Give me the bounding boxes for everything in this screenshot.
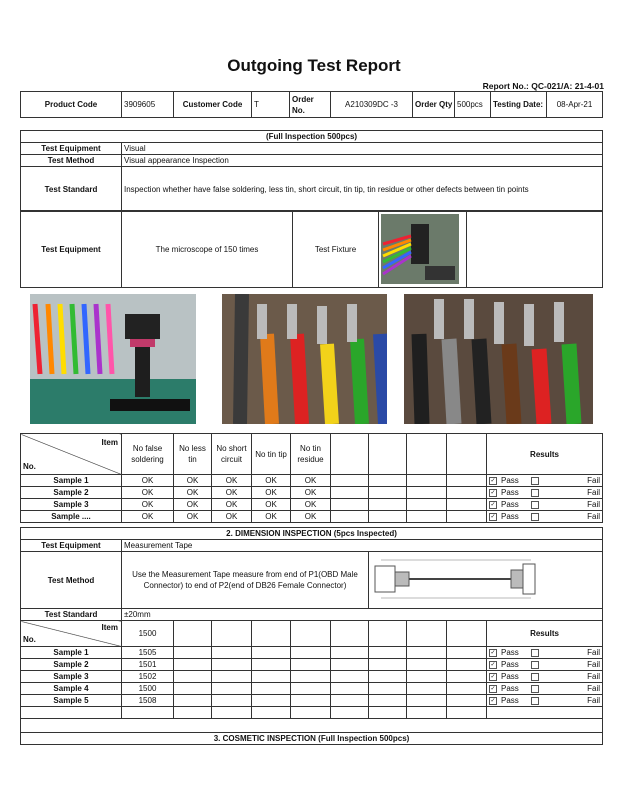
no-label: No. <box>23 462 36 471</box>
empty-cell <box>291 695 331 707</box>
empty-cell <box>447 671 487 683</box>
empty-cell <box>407 487 447 499</box>
fail-label: Fail <box>587 512 600 521</box>
fail-label: Fail <box>587 672 601 681</box>
empty-cell <box>407 683 447 695</box>
empty-cell <box>447 475 487 487</box>
empty-cell <box>174 659 212 671</box>
sample-value: OK <box>174 475 212 487</box>
sample-value: 1508 <box>122 695 174 707</box>
sample-value: OK <box>291 487 331 499</box>
table-row <box>21 647 603 659</box>
cable-drawing <box>371 554 561 604</box>
pass-label: Pass <box>501 648 519 657</box>
pass-label: Pass <box>501 696 519 705</box>
empty-cell <box>291 671 331 683</box>
pass-label: Pass <box>501 672 519 681</box>
pass-checkbox: ✓ <box>490 685 496 692</box>
empty-cell <box>447 695 487 707</box>
empty-cell <box>252 671 291 683</box>
empty-cell <box>252 695 291 707</box>
empty-cell <box>331 511 369 523</box>
pass-label: Pass <box>501 500 519 509</box>
pass-checkbox: ✓ <box>490 673 496 680</box>
sample-name: Sample 1 <box>21 475 122 487</box>
empty-cell <box>331 475 369 487</box>
test-method-value: Visual appearance Inspection <box>122 155 603 167</box>
empty-cell <box>212 683 252 695</box>
dim-standard-label: Test Standard <box>21 609 122 621</box>
equipment-table <box>20 210 603 288</box>
sample-value: 1500 <box>122 683 174 695</box>
empty-cell <box>212 695 252 707</box>
result-cell <box>487 695 603 707</box>
sample-name: Sample 3 <box>21 499 122 511</box>
sample-value: OK <box>252 475 291 487</box>
sample-value: OK <box>252 487 291 499</box>
test-equipment-value: Visual <box>122 143 603 155</box>
empty-cell <box>331 671 369 683</box>
pass-checkbox: ✓ <box>490 477 496 484</box>
sample-value: OK <box>122 499 174 511</box>
empty-cell <box>369 659 407 671</box>
empty-cell <box>407 671 447 683</box>
table-row <box>21 475 603 487</box>
order-qty-value: 500pcs <box>455 92 491 118</box>
dim-equipment-label: Test Equipment <box>21 540 122 552</box>
microscope-label: The microscope of 150 times <box>122 211 293 288</box>
test-equipment-label: Test Equipment <box>21 143 122 155</box>
empty-cell <box>212 659 252 671</box>
header-table <box>20 91 603 118</box>
dim-nominal: 1500 <box>122 621 174 647</box>
pass-label: Pass <box>501 660 519 669</box>
result-cell <box>487 683 603 695</box>
visual-inspection-table <box>20 130 603 212</box>
empty-cell <box>331 659 369 671</box>
empty-cell <box>174 647 212 659</box>
sample-name: Sample 4 <box>21 683 122 695</box>
dim-method-label: Test Method <box>21 552 122 609</box>
empty-cell <box>369 671 407 683</box>
table-row <box>21 695 603 707</box>
pass-label: Pass <box>501 684 519 693</box>
pass-checkbox: ✓ <box>490 661 496 668</box>
col-header: No less tin <box>174 434 212 475</box>
empty-cell <box>252 647 291 659</box>
dim-results-header: Results <box>487 621 603 647</box>
empty-cell <box>369 647 407 659</box>
result-cell <box>487 671 603 683</box>
sample-value: OK <box>122 475 174 487</box>
empty-cell <box>447 647 487 659</box>
equipment2-label: Test Equipment <box>21 211 122 288</box>
empty-cell <box>447 683 487 695</box>
empty-cell <box>369 487 407 499</box>
sample-value: OK <box>174 499 212 511</box>
fixture-photo <box>381 214 459 284</box>
empty-cell <box>369 511 407 523</box>
fail-label: Fail <box>587 648 601 657</box>
empty-cell <box>447 659 487 671</box>
sample-value: 1502 <box>122 671 174 683</box>
empty-cell <box>331 683 369 695</box>
fail-checkbox <box>531 513 539 521</box>
fail-checkbox <box>531 649 539 657</box>
sample-name: Sample 3 <box>21 671 122 683</box>
pass-label: Pass <box>501 488 519 497</box>
pass-checkbox: ✓ <box>490 489 496 496</box>
section2-heading: 2. DIMENSION INSPECTION (5pcs Inspected) <box>21 528 603 540</box>
fail-label: Fail <box>587 684 601 693</box>
order-no-label: Order No. <box>290 92 331 118</box>
table-row <box>21 659 603 671</box>
empty-cell <box>291 659 331 671</box>
fail-checkbox <box>531 477 539 485</box>
dim-method-value: Use the Measurement Tape measure from end of P1(OBD Male Connector) to end of P2(end of DB26 Female Connector) <box>122 552 369 609</box>
sample-value: 1501 <box>122 659 174 671</box>
sample-name: Sample 2 <box>21 659 122 671</box>
fail-checkbox <box>531 661 539 669</box>
pass-label: Pass <box>501 476 519 485</box>
test-standard-label: Test Standard <box>21 167 122 212</box>
sample-value: OK <box>122 511 174 523</box>
empty-cell <box>291 647 331 659</box>
section1-heading: (Full Inspection 500pcs) <box>21 131 603 143</box>
dim-no-label: No. <box>23 635 36 644</box>
fail-checkbox <box>531 685 539 693</box>
testing-date-label: Testing Date: <box>491 92 547 118</box>
fail-label: Fail <box>587 660 601 669</box>
result-cell <box>487 487 603 499</box>
sample-value: OK <box>212 499 252 511</box>
item-label: Item <box>101 438 118 447</box>
result-cell <box>487 475 603 487</box>
customer-code-label: Customer Code <box>174 92 252 118</box>
fail-checkbox <box>531 673 539 681</box>
sample-name: Sample 2 <box>21 487 122 499</box>
testing-date-value: 08-Apr-21 <box>547 92 603 118</box>
fixture-photo-cell <box>379 211 467 288</box>
empty-cell <box>407 499 447 511</box>
results-header: Results <box>487 434 603 475</box>
result-cell <box>487 659 603 671</box>
col-header: No tin residue <box>291 434 331 475</box>
pass-checkbox: ✓ <box>490 501 496 508</box>
fail-label: Fail <box>587 696 601 705</box>
dim-equipment-value: Measurement Tape <box>122 540 603 552</box>
empty-cell <box>212 671 252 683</box>
empty-cell <box>447 487 487 499</box>
pass-checkbox: ✓ <box>490 649 496 656</box>
pass-label: Pass <box>501 512 519 521</box>
product-code-value: 3909605 <box>122 92 174 118</box>
empty-cell <box>174 695 212 707</box>
section3-heading: 3. COSMETIC INSPECTION (Full Inspection 500pcs) <box>21 733 603 745</box>
empty-cell <box>407 647 447 659</box>
sample-value: OK <box>291 499 331 511</box>
empty-cell <box>447 499 487 511</box>
result-cell <box>487 499 603 511</box>
blank-cell <box>467 211 603 288</box>
table-row <box>21 683 603 695</box>
dim-item-no-header <box>21 621 122 647</box>
sample-value: OK <box>252 511 291 523</box>
dim-item-label: Item <box>101 623 118 632</box>
pass-checkbox: ✓ <box>490 513 496 520</box>
empty-cell <box>369 695 407 707</box>
empty-cell <box>331 487 369 499</box>
test-method-label: Test Method <box>21 155 122 167</box>
dim-standard-value: ±20mm <box>122 609 603 621</box>
fixture-label: Test Fixture <box>293 211 379 288</box>
visual-results-table <box>20 433 603 523</box>
test-standard-value: Inspection whether have false soldering, less tin, short circuit, tin tip, tin residue or other defects between tin points <box>122 167 603 212</box>
solder-photo-1 <box>222 294 387 424</box>
empty-cell <box>331 499 369 511</box>
report-number: Report No.: QC-021/A: 21-4-01 <box>482 81 604 91</box>
microscope-photo <box>30 294 196 424</box>
empty-cell <box>252 683 291 695</box>
order-no-value: A210309DC -3 <box>331 92 413 118</box>
sample-value: OK <box>291 511 331 523</box>
pass-checkbox: ✓ <box>490 697 496 704</box>
empty-cell <box>331 695 369 707</box>
empty-cell <box>291 683 331 695</box>
sample-value: OK <box>291 475 331 487</box>
item-no-header <box>21 434 122 475</box>
empty-cell <box>212 647 252 659</box>
table-row <box>21 511 603 523</box>
empty-cell <box>369 499 407 511</box>
sample-name: Sample 1 <box>21 647 122 659</box>
empty-cell <box>407 695 447 707</box>
fail-checkbox <box>531 501 539 509</box>
report-title: Outgoing Test Report <box>227 56 401 75</box>
result-cell <box>487 647 603 659</box>
cable-drawing-cell <box>369 552 603 609</box>
table-row <box>21 671 603 683</box>
table-row <box>21 499 603 511</box>
customer-code-value: T <box>252 92 290 118</box>
empty-cell <box>252 659 291 671</box>
empty-cell <box>447 511 487 523</box>
result-cell <box>487 511 603 523</box>
col-header: No false soldering <box>122 434 174 475</box>
empty-cell <box>369 683 407 695</box>
product-code-label: Product Code <box>21 92 122 118</box>
fail-checkbox <box>531 489 539 497</box>
col-header: No tin tip <box>252 434 291 475</box>
fail-label: Fail <box>587 488 600 497</box>
empty-cell <box>407 659 447 671</box>
sample-name: Sample 5 <box>21 695 122 707</box>
sample-value: OK <box>174 487 212 499</box>
sample-name: Sample .... <box>21 511 122 523</box>
sample-value: 1505 <box>122 647 174 659</box>
sample-value: OK <box>212 511 252 523</box>
empty-cell <box>407 475 447 487</box>
empty-cell <box>331 647 369 659</box>
sample-value: OK <box>122 487 174 499</box>
order-qty-label: Order Qty <box>413 92 455 118</box>
fail-checkbox <box>531 697 539 705</box>
col-header: No short circuit <box>212 434 252 475</box>
solder-photo-2 <box>404 294 593 424</box>
table-row <box>21 487 603 499</box>
empty-cell <box>369 475 407 487</box>
fail-label: Fail <box>587 476 600 485</box>
empty-cell <box>174 671 212 683</box>
empty-cell <box>407 511 447 523</box>
sample-value: OK <box>212 475 252 487</box>
empty-cell <box>174 683 212 695</box>
sample-value: OK <box>252 499 291 511</box>
fail-label: Fail <box>587 500 600 509</box>
sample-value: OK <box>212 487 252 499</box>
sample-value: OK <box>174 511 212 523</box>
dimension-table <box>20 527 603 745</box>
